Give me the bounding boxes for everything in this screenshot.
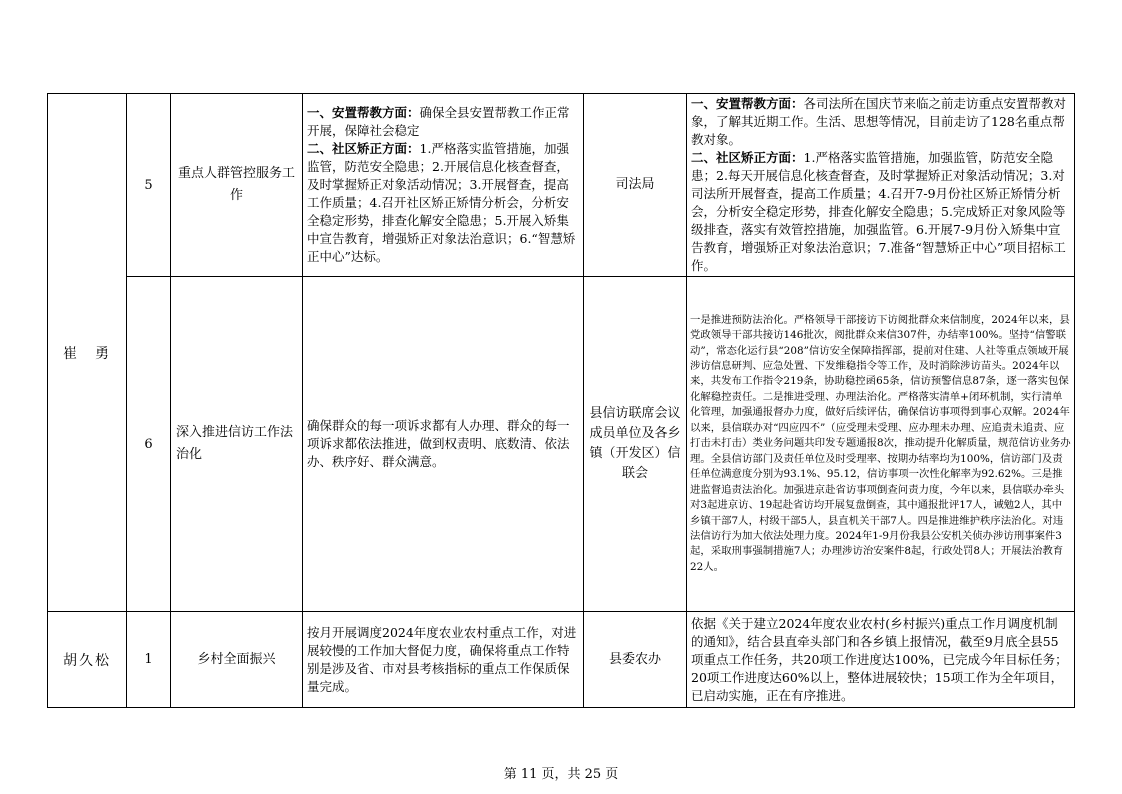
task-name-cell: 重点人群管控服务工作 <box>171 94 303 277</box>
task-name-cell: 深入推进信访工作法治化 <box>171 277 303 612</box>
row-number-cell: 1 <box>127 612 171 708</box>
progress-heading-1: 一、安置帮教方面： <box>691 96 804 111</box>
task-name-cell: 乡村全面振兴 <box>171 612 303 708</box>
progress-cell: 一是推进预防法治化。严格领导干部接访下访阅批群众来信制度，2024年以来，县党政领导干部共接访146批次，阅批群众来信307件，办结率100%。坚持“信警联动”，常态化运行县“208”信访安全保障指挥部，提前对住建、人社等重点领域开展涉访信息研判、应急处置、下发维稳指令等工作，及时消除涉访苗头。2024年以来，共发布工作指令219条，协助稳控函65条，信访预警信息87条，逐一落实包保化解稳控责任。二是推进受理、办理法治化。严格落实清单+闭环机制，实行清单化管理，加强通报督办力度，做好后续评估，确保信访事项得到事心双解。2024年以来，县信联办对“四应四不”（应受理未受理、应办理未办理、应追责未追责、应打击未打击）类业务问题共印发专题通报8次，推动提升化解质量，规范信访业务办理。全县信访部门及责任单位及时受理率、按期办结率均为100%，信访部门及责任单位满意度分别为93.1%、95.12，信访事项一次性化解率为92.62%。三是推进监督追责法治化。加强进京赴省访事项倒查问责力度，今年以来，县信联办牵头对3起进京访、19起赴省访均开展复盘倒查，其中通报批评17人，诫勉2人，其中乡镇干部7人，村级干部5人，县直机关干部7人。四是推进维护秩序法治化。对违法信访行为加大依法处理力度。2024年1-9月份我县公安机关侦办涉访刑事案件3起，采取刑事强制措施7人；办理涉访治安案件8起，行政处罚8人；开展法治教育22人。 <box>687 277 1075 612</box>
goal-heading-2: 二、社区矫正方面： <box>307 141 420 156</box>
progress-cell <box>687 94 1075 277</box>
leader-name-cell: 胡久松 <box>48 612 127 708</box>
goal-text-2: 1.严格落实监管措施，加强监管，防范安全隐患；2.开展信息化核查督查，及时掌握矫正对象活动情况；3.开展督查，提高工作质量；4.召开社区矫正矫情分析会，分析安全稳定形势，排查化解安全隐患；5.开展入矫集中宣告教育，增强矫正对象法治意识；6.“智慧矫正中心”达标。 <box>307 141 576 264</box>
leader-name-cell: 崔 勇 <box>48 94 127 612</box>
goal-cell <box>303 94 584 277</box>
work-progress-table <box>47 93 1075 708</box>
progress-text-2: 1.严格落实监管措施，加强监管，防范安全隐患；2.每天开展信息化核查督查，及时掌握矫正对象活动情况；3.对司法所开展督查，提高工作质量；4.召开7-9月份社区矫正矫情分析会，分析安全稳定形势，排查化解安全隐患；5.完成矫正对象风险等级排查，落实有效管控措施，加强监管。6.开展7-9月份入矫集中宣告教育，增强矫正对象法治意识；7.准备“智慧矫正中心”项目招标工作。 <box>691 150 1066 273</box>
responsible-unit-cell: 县委农办 <box>584 612 687 708</box>
goal-cell: 确保群众的每一项诉求都有人办理、群众的每一项诉求都依法推进，做到权责明、底数清、依法办、秩序好、群众满意。 <box>303 277 584 612</box>
table-row <box>48 612 1075 708</box>
progress-heading-2: 二、社区矫正方面： <box>691 150 804 165</box>
progress-text-1: 各司法所在国庆节来临之前走访重点安置帮教对象，了解其近期工作。生活、思想等情况，目前走访了128名重点帮教对象。 <box>691 96 1067 147</box>
table-row <box>48 94 1075 277</box>
progress-cell: 依据《关于建立2024年度农业农村(乡村振兴)重点工作月调度机制的通知》，结合县直牵头部门和各乡镇上报情况，截至9月底全县55项重点工作任务，共20项工作进度达100%，已完成今年目标任务；20项工作进度达60%以上，整体进展较快；15项工作为全年项目，已启动实施，正在有序推进。 <box>687 612 1075 708</box>
responsible-unit-cell: 县信访联席会议成员单位及各乡镇（开发区）信联会 <box>584 277 687 612</box>
row-number-cell: 5 <box>127 94 171 277</box>
page-footer: 第 11 页，共 25 页 <box>503 767 619 782</box>
goal-text-1: 确保全县安置帮教工作正常开展，保障社会稳定 <box>307 105 570 138</box>
table-row <box>48 277 1075 612</box>
row-number-cell: 6 <box>127 277 171 612</box>
goal-heading-1: 一、安置帮教方面： <box>307 105 420 120</box>
responsible-unit-cell: 司法局 <box>584 94 687 277</box>
goal-cell: 按月开展调度2024年度农业农村重点工作，对进展较慢的工作加大督促力度，确保将重点工作特别是涉及省、市对县考核指标的重点工作保质保量完成。 <box>303 612 584 708</box>
